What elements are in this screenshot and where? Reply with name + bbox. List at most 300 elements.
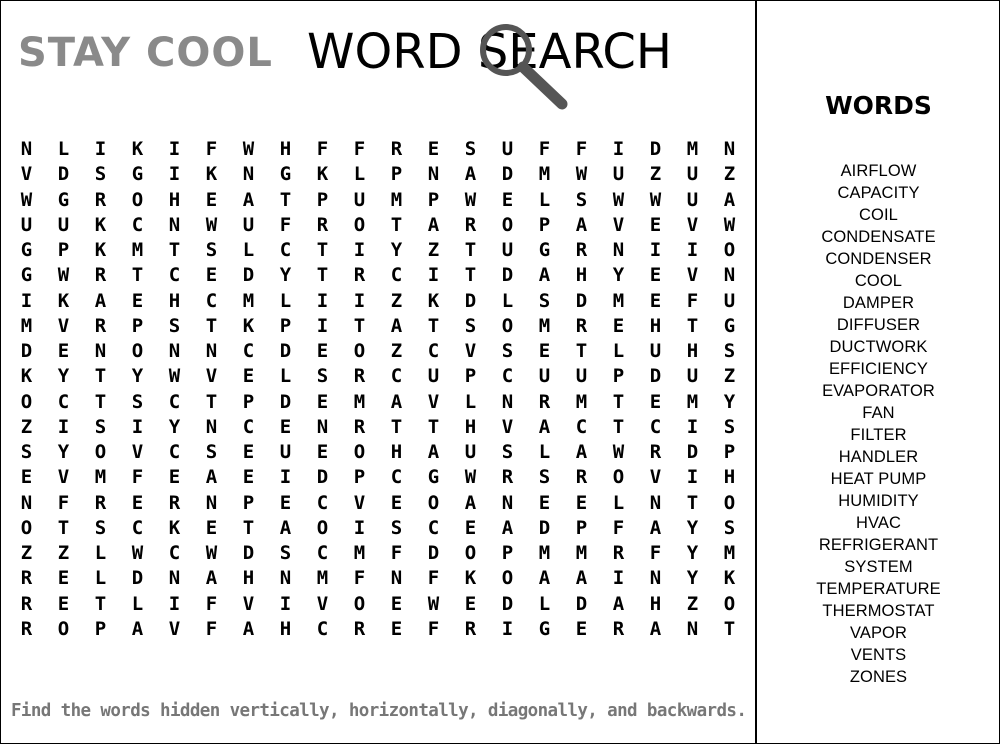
grid-letter: R (390, 138, 403, 160)
grid-letter: V (242, 592, 255, 615)
grid-letter: I (316, 314, 329, 337)
grid-letter: O (464, 542, 477, 564)
grid-letter: A (649, 516, 662, 539)
grid-letter: I (168, 138, 181, 160)
grid-letter: O (353, 340, 366, 362)
grid-letter: E (57, 340, 70, 362)
grid-letter: U (20, 213, 33, 236)
magnifying-glass-icon (478, 20, 588, 120)
grid-letter: E (242, 365, 255, 388)
grid-letter: A (575, 441, 588, 463)
grid-letter: N (723, 264, 736, 287)
grid-letter: K (723, 567, 736, 590)
grid-letter: E (649, 289, 662, 312)
grid-letter: K (57, 289, 70, 312)
grid-letter: U (501, 239, 514, 261)
grid-letter: L (94, 542, 107, 564)
grid-letter: I (168, 163, 181, 186)
grid-letter: R (501, 466, 514, 489)
grid-letter: A (538, 567, 551, 590)
word-list-item: VAPOR (849, 624, 908, 642)
word-list-item: DIFFUSER (836, 316, 921, 334)
word-list-item: HUMIDITY (838, 492, 919, 510)
grid-letter: U (575, 365, 588, 388)
grid-letter: T (242, 516, 255, 539)
grid-row (8, 289, 748, 314)
grid-letter: S (94, 163, 107, 186)
grid-letter: P (316, 188, 329, 211)
grid-letter: R (316, 213, 329, 236)
grid-letter: T (390, 415, 403, 438)
grid-letter: O (131, 188, 144, 211)
grid-letter: H (464, 415, 477, 438)
grid-row (8, 213, 748, 238)
grid-letter: K (242, 314, 255, 337)
grid-letter: E (649, 213, 662, 236)
grid-letter: P (464, 365, 477, 388)
grid-letter: I (686, 415, 699, 438)
grid-letter: N (242, 163, 255, 186)
grid-letter: V (57, 314, 70, 337)
grid-letter: V (464, 340, 477, 362)
grid-row (8, 541, 748, 566)
grid-letter: O (316, 516, 329, 539)
grid-letter: M (575, 542, 588, 564)
grid-letter: S (205, 239, 218, 261)
grid-letter: E (575, 491, 588, 514)
grid-letter: I (20, 289, 33, 312)
grid-letter: A (538, 415, 551, 438)
grid-letter: R (168, 491, 181, 514)
grid-letter: N (168, 213, 181, 236)
grid-letter: E (649, 264, 662, 287)
grid-letter: C (168, 441, 181, 463)
grid-letter: V (686, 264, 699, 287)
grid-letter: O (501, 567, 514, 590)
grid-letter: O (20, 390, 33, 413)
grid-letter: D (686, 441, 699, 463)
grid-letter: A (242, 617, 255, 640)
grid-letter: R (20, 617, 33, 640)
grid-letter: N (686, 617, 699, 640)
grid-letter: R (20, 567, 33, 590)
grid-letter: I (612, 138, 625, 160)
grid-letter: C (205, 289, 218, 312)
grid-letter: V (131, 441, 144, 463)
grid-letter: I (612, 567, 625, 590)
grid-letter: E (538, 340, 551, 362)
grid-letter: N (168, 340, 181, 362)
grid-letter: W (723, 213, 736, 236)
grid-letter: N (501, 390, 514, 413)
grid-letter: U (242, 213, 255, 236)
grid-letter: S (390, 516, 403, 539)
grid-letter: N (649, 567, 662, 590)
grid-letter: N (501, 491, 514, 514)
grid-letter: D (20, 340, 33, 362)
grid-letter: S (94, 415, 107, 438)
grid-letter: W (131, 542, 144, 564)
grid-letter: A (723, 188, 736, 211)
grid-letter: D (538, 516, 551, 539)
grid-letter: C (168, 542, 181, 564)
grid-letter: E (279, 415, 292, 438)
grid-letter: R (575, 314, 588, 337)
grid-letter: A (242, 188, 255, 211)
grid-letter: V (501, 415, 514, 438)
grid-letter: E (575, 617, 588, 640)
grid-letter: V (353, 491, 366, 514)
grid-letter: C (168, 264, 181, 287)
grid-letter: E (20, 466, 33, 489)
grid-letter: O (723, 491, 736, 514)
grid-letter: E (612, 314, 625, 337)
grid-letter: U (686, 188, 699, 211)
grid-letter: K (20, 365, 33, 388)
word-list-item: THERMOSTAT (822, 602, 935, 620)
grid-letter: O (131, 340, 144, 362)
word-list-item: DAMPER (842, 294, 915, 312)
grid-letter: T (57, 516, 70, 539)
grid-row (8, 314, 748, 339)
grid-letter: U (686, 163, 699, 186)
grid-letter: D (279, 340, 292, 362)
grid-letter: A (427, 213, 440, 236)
grid-letter: M (538, 542, 551, 564)
grid-letter: D (279, 390, 292, 413)
grid-letter: R (612, 617, 625, 640)
grid-letter: T (168, 239, 181, 261)
word-list-item: HEAT PUMP (830, 470, 927, 488)
grid-letter: F (353, 138, 366, 160)
grid-letter: E (168, 466, 181, 489)
grid-letter: O (353, 441, 366, 463)
grid-letter: E (57, 592, 70, 615)
grid-letter: Y (612, 264, 625, 287)
grid-letter: U (723, 289, 736, 312)
grid-letter: F (427, 567, 440, 590)
grid-letter: N (279, 567, 292, 590)
grid-letter: V (57, 466, 70, 489)
grid-letter: E (205, 188, 218, 211)
grid-letter: U (353, 188, 366, 211)
grid-letter: W (205, 213, 218, 236)
grid-letter: H (168, 188, 181, 211)
grid-letter: D (649, 365, 662, 388)
grid-letter: N (205, 340, 218, 362)
grid-row (8, 440, 748, 465)
grid-letter: A (612, 592, 625, 615)
grid-letter: I (649, 239, 662, 261)
grid-letter: A (575, 567, 588, 590)
grid-letter: G (538, 617, 551, 640)
grid-letter: U (427, 365, 440, 388)
grid-letter: T (131, 264, 144, 287)
grid-row (8, 162, 748, 187)
word-list-item: HVAC (855, 514, 902, 532)
grid-letter: M (20, 314, 33, 337)
grid-letter: Y (57, 365, 70, 388)
word-list-item: VENTS (850, 646, 907, 664)
title-search-part: EARCH (508, 24, 673, 80)
instructions-text: Find the words hidden vertically, horizontally, diagonally, and backwards. (11, 701, 747, 721)
grid-letter: K (168, 516, 181, 539)
grid-letter: T (353, 314, 366, 337)
grid-letter: W (612, 188, 625, 211)
grid-letter: F (538, 138, 551, 160)
grid-letter: T (575, 340, 588, 362)
grid-letter: K (131, 138, 144, 160)
grid-letter: R (94, 491, 107, 514)
grid-row (8, 566, 748, 591)
grid-letter: C (242, 340, 255, 362)
grid-letter: R (464, 617, 477, 640)
grid-letter: Y (131, 365, 144, 388)
grid-letter: L (538, 441, 551, 463)
grid-letter: R (538, 390, 551, 413)
word-list-item: EVAPORATOR (822, 382, 935, 400)
grid-letter: W (649, 188, 662, 211)
grid-letter: K (94, 239, 107, 261)
grid-letter: Z (20, 542, 33, 564)
word-list-item: EFFICIENCY (828, 360, 929, 378)
grid-letter: W (20, 188, 33, 211)
grid-letter: D (57, 163, 70, 186)
grid-letter: S (723, 415, 736, 438)
grid-letter: F (686, 289, 699, 312)
grid-letter: E (464, 592, 477, 615)
grid-letter: U (538, 365, 551, 388)
grid-letter: F (205, 592, 218, 615)
grid-letter: P (242, 491, 255, 514)
grid-letter: S (501, 441, 514, 463)
grid-letter: N (649, 491, 662, 514)
words-heading: WORDS (825, 91, 932, 120)
grid-letter: M (94, 466, 107, 489)
grid-letter: K (94, 213, 107, 236)
grid-letter: M (353, 390, 366, 413)
grid-letter: F (131, 466, 144, 489)
grid-letter: A (464, 163, 477, 186)
grid-letter: N (20, 491, 33, 514)
grid-letter: W (168, 365, 181, 388)
grid-letter: S (464, 314, 477, 337)
grid-letter: D (242, 264, 255, 287)
grid-letter: N (612, 239, 625, 261)
grid-letter: C (316, 617, 329, 640)
grid-letter: R (575, 239, 588, 261)
word-list (757, 159, 1000, 687)
word-list-item: CAPACITY (837, 184, 920, 202)
grid-letter: E (427, 138, 440, 160)
grid-letter: C (242, 415, 255, 438)
grid-letter: C (131, 516, 144, 539)
grid-letter: M (575, 390, 588, 413)
grid-letter: D (316, 466, 329, 489)
grid-letter: I (168, 592, 181, 615)
word-list-item: AIRFLOW (840, 162, 917, 180)
grid-letter: L (538, 592, 551, 615)
grid-letter: M (686, 390, 699, 413)
word-list-item: FAN (862, 404, 895, 422)
grid-letter: A (501, 516, 514, 539)
grid-letter: L (501, 289, 514, 312)
grid-letter: Z (57, 542, 70, 564)
grid-letter: S (538, 289, 551, 312)
grid-letter: C (279, 239, 292, 261)
grid-letter: S (501, 340, 514, 362)
grid-letter: Z (390, 340, 403, 362)
word-list-item: REFRIGERANT (818, 536, 939, 554)
grid-letter: V (427, 390, 440, 413)
grid-letter: A (94, 289, 107, 312)
word-list-item: SYSTEM (844, 558, 913, 576)
grid-letter: F (353, 567, 366, 590)
grid-letter: M (538, 163, 551, 186)
grid-row (8, 390, 748, 415)
grid-letter: R (353, 365, 366, 388)
grid-letter: E (131, 289, 144, 312)
grid-letter: N (20, 138, 33, 160)
grid-letter: C (316, 491, 329, 514)
grid-letter: I (94, 138, 107, 160)
grid-letter: T (612, 390, 625, 413)
grid-letter: I (279, 466, 292, 489)
grid-letter: T (205, 314, 218, 337)
grid-letter: U (686, 365, 699, 388)
grid-letter: V (686, 213, 699, 236)
grid-letter: D (242, 542, 255, 564)
grid-letter: E (57, 567, 70, 590)
grid-letter: Y (168, 415, 181, 438)
grid-letter: U (612, 163, 625, 186)
grid-letter: C (57, 390, 70, 413)
grid-letter: A (575, 213, 588, 236)
grid-letter: H (723, 466, 736, 489)
grid-letter: O (501, 314, 514, 337)
grid-letter: O (353, 213, 366, 236)
grid-letter: V (649, 466, 662, 489)
word-list-item: HANDLER (838, 448, 919, 466)
grid-letter: N (168, 567, 181, 590)
grid-letter: A (131, 617, 144, 640)
grid-letter: T (612, 415, 625, 438)
grid-letter: M (723, 542, 736, 564)
grid-letter: I (686, 239, 699, 261)
grid-letter: E (390, 617, 403, 640)
grid-letter: S (316, 365, 329, 388)
grid-letter: H (390, 441, 403, 463)
grid-letter: H (686, 340, 699, 362)
grid-letter: G (20, 239, 33, 261)
grid-letter: C (427, 516, 440, 539)
grid-letter: N (723, 138, 736, 160)
grid-letter: U (649, 340, 662, 362)
grid-letter: H (649, 592, 662, 615)
grid-letter: H (575, 264, 588, 287)
grid-letter: D (575, 289, 588, 312)
grid-letter: M (242, 289, 255, 312)
grid-letter: F (205, 617, 218, 640)
grid-letter: W (464, 466, 477, 489)
grid-letter: Z (686, 592, 699, 615)
grid-letter: S (131, 390, 144, 413)
grid-letter: P (390, 163, 403, 186)
grid-letter: K (316, 163, 329, 186)
grid-letter: H (242, 567, 255, 590)
grid-letter: R (94, 188, 107, 211)
grid-letter: R (649, 441, 662, 463)
grid-letter: P (538, 213, 551, 236)
grid-letter: K (427, 289, 440, 312)
grid-letter: O (94, 441, 107, 463)
grid-letter: A (427, 441, 440, 463)
grid-letter: Y (686, 516, 699, 539)
grid-letter: T (316, 264, 329, 287)
grid-letter: M (612, 289, 625, 312)
grid-letter: T (316, 239, 329, 261)
grid-row (8, 188, 748, 213)
grid-letter: C (649, 415, 662, 438)
grid-letter: I (131, 415, 144, 438)
grid-letter: H (279, 617, 292, 640)
grid-letter: O (612, 466, 625, 489)
grid-letter: G (279, 163, 292, 186)
grid-letter: F (575, 138, 588, 160)
word-list-item: COOL (854, 272, 903, 290)
grid-letter: I (57, 415, 70, 438)
grid-letter: Z (723, 365, 736, 388)
grid-letter: T (279, 188, 292, 211)
grid-letter: D (131, 567, 144, 590)
grid-letter: C (501, 365, 514, 388)
grid-letter: C (168, 390, 181, 413)
grid-letter: S (464, 138, 477, 160)
grid-letter: D (501, 163, 514, 186)
grid-letter: P (131, 314, 144, 337)
grid-letter: L (57, 138, 70, 160)
grid-letter: O (353, 592, 366, 615)
grid-letter: T (94, 365, 107, 388)
grid-letter: O (427, 491, 440, 514)
grid-letter: S (205, 441, 218, 463)
grid-letter: P (94, 617, 107, 640)
grid-letter: D (501, 264, 514, 287)
grid-letter: S (94, 516, 107, 539)
grid-letter: V (612, 213, 625, 236)
grid-letter: E (316, 390, 329, 413)
grid-row (8, 364, 748, 389)
word-list-item: COIL (859, 206, 898, 224)
grid-letter: C (390, 264, 403, 287)
grid-row (8, 465, 748, 490)
grid-letter: E (242, 466, 255, 489)
grid-letter: M (131, 239, 144, 261)
grid-letter: Z (649, 163, 662, 186)
grid-letter: M (686, 138, 699, 160)
grid-letter: W (427, 592, 440, 615)
grid-row (8, 238, 748, 263)
grid-letter: R (612, 542, 625, 564)
grid-letter: T (94, 390, 107, 413)
grid-letter: L (131, 592, 144, 615)
grid-letter: G (57, 188, 70, 211)
grid-letter: G (20, 264, 33, 287)
grid-letter: H (649, 314, 662, 337)
grid-letter: A (464, 491, 477, 514)
grid-row (8, 339, 748, 364)
grid-letter: P (57, 239, 70, 261)
